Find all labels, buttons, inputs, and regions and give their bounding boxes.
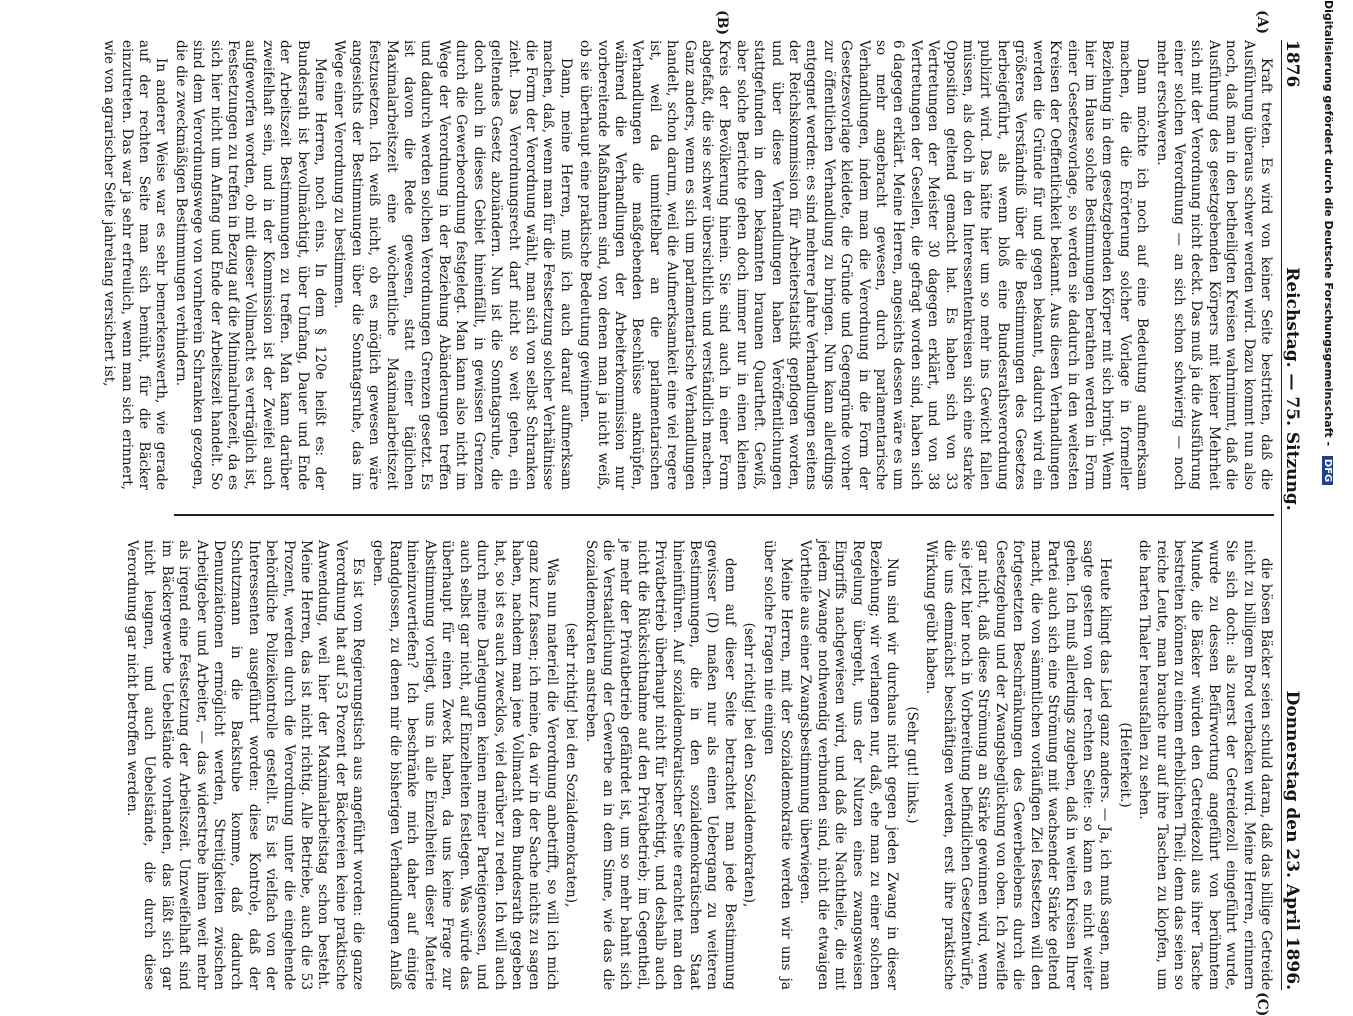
- paragraph: (sehr richtig! bei den Sozialdemokraten),: [741, 622, 758, 908]
- paragraph: Heute klingt das Lied ganz anders. — Ja, ich muß sagen, man sagte gestern von der rechten Seite: so kann es nicht weiter gehen. Ich muß allerdings zugeben, daß in weiten Kreisen Ihrer Partei auch sich eine Strömung mit wachsender Stärke geltend macht, die von sämmtlichen vorläufigen Ziel festsetzen will den fortgesetzten Beschränkungen des Gewerbelebens durch die Gesetzgebung und der Zwangsbeglückung von oben. Ich zweifle gar nicht, daß diese Strömung an Stärke gewinnen wird, wenn sie jetzt hier noch in Vorbereitung befindlichen Gesetzentwürfe, die uns demnächst beschäftigen werden, erst ihre praktische Wirkung geübt haben.: [923, 540, 1114, 990]
- paragraph: Was nun materiell die Verordnung anbetrifft, so will ich mich ganz kurz fassen; ich meine, da wir in der Sache nichts zu sagen haben, nachdem man jene Vollmacht dem Bundesrath gegeben hat, so ist es auch zwecklos, viel darüber zu reden. Ich will auch durch meine Darlegungen keinen meiner Parteigenossen, und auch selbst gar nicht, auf Einzelheiten festlegen. Was würde das überhaupt für einen Zweck haben, da uns keine Frage zur Abstimmung vorliegt, uns in alle Einzelheiten dieser Materie hineinzuvertiefen? Ich beschränke mich daher auf einige Randglossen, zu denen mir die bisherigen Verhandlungen Anlaß geben.: [369, 540, 560, 990]
- paragraph: Meine Herren, mit der Sozialdemokratie werden wir uns ja über solche Fragen nie einigen: [760, 540, 795, 990]
- paragraph: Meine Herren, noch eins. In dem § 120e heißt es: der Bundesrath ist bevollmächtigt, über Umfang, Dauer und Ende der Arbeitszeit Bestimmungen zu treffen. Man kann darüber zweifelhaft sein, und in der Kommission ist der Zweifel auch aufgeworfen worden, ob mit dieser Vollmacht es verträglich ist, Festsetzungen zu treffen in Bezug auf die Minimalruhezeit, da es sich hier nicht um Anfang und Ende der Arbeitszeit handelt. So sind dem Verordnungswege von vornherein Schranken gezogen, die die zweckmäßigen Bestimmungen verhindern.: [172, 40, 329, 490]
- left-column: [101, 40, 1274, 490]
- paragraph: (Heiterkeit.): [1116, 722, 1133, 808]
- paragraph: Es ist vom Regierungstisch aus angeführt worden: die ganze Verordnung hat auf 53 Prozent der Bäckereien keine praktische Anwendung, weil hier der Maximalarbeitstag schon besteht. Meine Herren, das ist nicht richtig. Alle Betriebe, auch die 53 Prozent, werden durch die Verordnung unter die eingehende behördliche Polizeikontrolle gestellt. Es ist vielfach von der Interessenten ausgeführt worden: diese Kontrole, daß der Schutzmann in die Backstube komme, daß dadurch Denunziationen ermöglicht werden, Streitigkeiten zwischen Arbeitgeber und Arbeiter, — das widerstrebe ihnen weit mehr als irgend eine Festsetzung der Arbeitszeit. Unzweifelhaft sind im Bäckergewerbe Uebelstände vorhanden, das läßt sich gar nicht leugnen, und auch Uebelstände, die durch diese Verordnung gar nicht betroffen werden.: [124, 540, 367, 990]
- paragraph: die bösen Bäcker seien schuld daran, daß das billige Getreide nicht zu billigem Brod verbacken wird. Meine Herren, erinnern Sie sich doch: als zuerst der Getreidezoll eingeführt wurde, wurde zu dessen Befürwortung angeführt von berühmtem Munde, die Bäcker würden den Getreidezoll aus ihrer Tasche bestreiten können zu einem erheblichen Theil; denn das seien so reiche Leute, man brauche nur auf ihre Taschen zu klopfen, um die harten Thaler herausfallen zu sehen.: [1136, 540, 1274, 990]
- margin-marker-a: (A): [1254, 10, 1270, 35]
- margin-marker-b: (B): [714, 10, 730, 36]
- page-header: [1281, 40, 1310, 990]
- page-number: 1876: [1282, 40, 1302, 88]
- footer-credit: [1317, 0, 1335, 1000]
- paragraph: In anderer Weise war es sehr bemerkenswerth, wie gerade auf der rechten Seite man sich bemüht, für die Bäcker einzutreten. Das war ja sehr erfreulich, wenn man sich erinnert, wie von agrarischer Seite jahrelang versichert ist,: [101, 40, 170, 490]
- paragraph: Dann möchte ich noch auf eine Bedeutung aufmerksam machen, die die Erörterung solcher Vorlage in formeller Beziehung in dem gesetzgebenden Körper mit sich bringt. Wenn hier im Hause solche Bestimmungen berathen werden in Form einer Gesetzesvorlage, so werden sie dadurch in den weitesten Kreisen der Oeffentlichkeit bekannt. Aus diesen Verhandlungen werden die Gründe für und gegen bekannt, dadurch wird ein größeres Verständniß über die Bestimmungen des Gesetzes herbeigeführt, als wenn bloß eine Bundesrathsverordnung publizirt wird. Das hätte hier um so mehr ins Gewicht fallen müssen, als doch in den Interessentenkreisen sich eine starke Opposition geltend gemacht hat. Es haben sich von 33 Vertretungen der Meister 30 dagegen erklärt, und von 38 Vertretungen der Gesellen, die gefragt worden sind, haben sich 6 dagegen erklärt. Meine Herren, angesichts dessen wäre es um so mehr angebracht gewesen, durch parlamentarische Verhandlungen, indem man die Verordnung in die Form der Gesetzesvorlage kleidete, die Gründe und Gegengründe vorher zur öffentlichen Verhandlung zu bringen. Nun kann allerdings entgegnet werden: es sind mehrere Jahre Verhandlungen seitens der Reichskommission für Arbeiterstatistik gepflogen worden, und über diese Verhandlungen haben Veröffentlichungen stattgefunden in dem bekannten braunen Quartheft. Gewiß, aber solche Berichte gehen doch immer nur in einen kleinen Kreis der Bevölkerung hinein. Sie sind auch in einer Form abgefaßt, die sie schwer übersichtlich und verständlich machen. Ganz anders, wenn es sich um parlamentarische Verhandlungen handelt, schon darum, weil die Aufmerksamkeit eine viel regere ist, weil da unmittelbar an die parlamentarischen Verhandlungen die maßgebenden Beschlüsse anknüpfen, während die Verhandlungen der Arbeiterkommission nur vorbereitende Maßnahmen sind, von denen man ja nicht weiß, ob sie überhaupt eine praktische Bedeutung gewinnen.: [577, 40, 1151, 490]
- paragraph: Nun sind wir durchaus nicht gegen jeden Zwang in dieser Beziehung; wir verlangen nur, daß, ehe man zu einer solchen Regelung übergeht, uns der Nutzen eines zwangsweisen Eingriffs nachgewiesen wird, und daß die Nachtheile, die mit jedem Zwange nothwendig verbunden sind, nicht die etwaigen Vortheile aus einer Zwangsbestimmung überwiegen.: [797, 540, 901, 990]
- document-page: [101, 10, 1310, 1016]
- footer-text: Digitalisierung gefördert durch die Deutsche Forschungsgemeinschaft -: [1322, 0, 1335, 447]
- paragraph: (Sehr gut! links.): [903, 706, 920, 824]
- header-title: Reichstag. — 75. Sitzung.: [1282, 267, 1302, 511]
- column-divider: [174, 514, 1274, 516]
- paragraph: denn auf dieser Seite betrachtet man jede Bestimmung gewisser (D) maßen nur als einen Uebergang zu weiteren Bestimmungen, die in den sozialdemokratischen Staat hineinführen. Auf sozialdemokratischer Seite erachtet man den Privatbetrieb überhaupt nicht für berechtigt, und deshalb auch nicht die Rücksichtnahme auf den Privatbetrieb; im Gegentheil, je mehr der Privatbetrieb gefährdet ist, um so mehr bahnt sich die Verstaatlichung der Gewerbe an in dem Sinne, wie das die Sozialdemokraten anstreben.: [582, 540, 738, 990]
- header-date: Donnerstag den 23. April 1896.: [1282, 690, 1302, 990]
- right-column: [124, 540, 1274, 990]
- paragraph: Kraft treten. Es wird von keiner Seite bestritten, daß die Ausführung überaus schwer werden wird. Dazu kommt nun also noch, daß man in den betheiligten Kreisen wahrnimmt, daß die Ausführung des gesetzgebenden Körpers mit keiner Mehrheit sich mit der Verordnung nicht deckt. Das muß ja die Ausführung einer solchen Verordnung — an sich schon schwierig — noch mehr erschweren.: [1153, 40, 1274, 490]
- paragraph: Dann, meine Herren, muß ich auch darauf aufmerksam machen, daß, wenn man für die Festsetzung solcher Verhältnisse die Form der Verordnung wählt, man sich von selbst Schranken zieht. Das Verordnungsrecht darf nicht so weit gehen, ein geltendes Gesetz abzuändern. Nun ist die Sonntagsruhe, die doch auch in dieses Gebiet hineinfällt, in gewissen Grenzen durch die Gewerbeordnung festgelegt. Man kann also nicht im Wege der Verordnung in der Beziehung Abänderungen treffen und dadurch werden solchen Verordnungen Grenzen gesetzt. Es ist davon die Rede gewesen, statt einer täglichen Maximalarbeitszeit eine wöchentliche Maximalarbeitszeit festzusetzen. Ich weiß nicht, ob es möglich gewesen wäre angesichts der Bestimmungen über die Sonntagsruhe, das im Wege einer Verordnung zu bestimmen.: [331, 40, 574, 490]
- dfg-logo: DFG: [1322, 456, 1333, 485]
- paragraph: (sehr richtig! bei den Sozialdemokraten),: [563, 622, 580, 908]
- margin-marker-c: (C): [1254, 992, 1270, 1016]
